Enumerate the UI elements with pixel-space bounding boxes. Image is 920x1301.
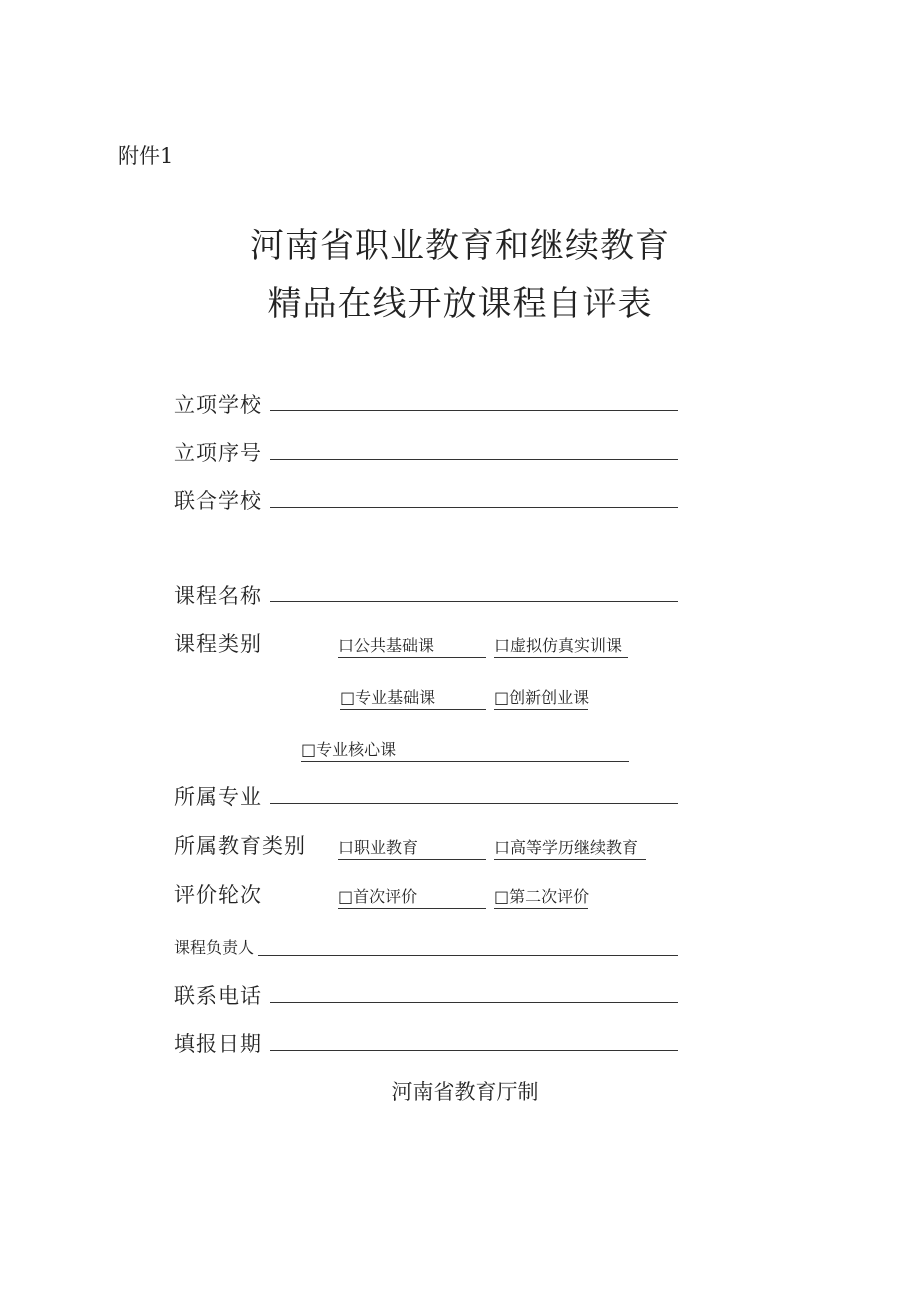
education-category-option-continuing[interactable] [494, 835, 646, 860]
checkbox[interactable]: □ [301, 740, 317, 759]
checkbox[interactable]: 口 [338, 636, 355, 655]
education-category-label: 所属教育类别 [174, 834, 306, 858]
checkbox[interactable]: □ [494, 688, 510, 707]
joint-school-label: 联合学校 [174, 489, 262, 513]
checkbox[interactable]: □ [340, 688, 356, 707]
evaluation-round-option-second[interactable] [494, 884, 588, 909]
course-leader-label: 课程负责人 [174, 938, 255, 957]
serial-label: 立项序号 [174, 441, 262, 465]
option-label: 高等学历继续教育 [510, 838, 639, 857]
course-category-option-major-basic[interactable] [340, 685, 486, 710]
phone-input-line[interactable] [270, 1002, 678, 1003]
course-name-input-line[interactable] [270, 601, 678, 602]
course-category-option-virtual-sim[interactable] [494, 633, 628, 658]
serial-input-line[interactable] [270, 459, 678, 460]
evaluation-round-option-first[interactable] [338, 884, 486, 909]
major-label: 所属专业 [174, 785, 262, 809]
checkbox[interactable]: 口 [494, 636, 511, 655]
checkbox[interactable]: □ [338, 887, 354, 906]
option-label: 首次评价 [353, 887, 418, 906]
option-label: 专业基础课 [355, 688, 436, 707]
option-label: 创新创业课 [509, 688, 590, 707]
evaluation-round-label: 评价轮次 [174, 883, 262, 907]
course-category-option-major-core[interactable] [301, 737, 629, 762]
checkbox[interactable]: 口 [494, 838, 511, 857]
option-label: 虚拟仿真实训课 [510, 636, 623, 655]
issuer-footer: 河南省教育厅制 [391, 1080, 539, 1104]
checkbox[interactable]: □ [494, 887, 510, 906]
course-category-option-public-basic[interactable] [338, 633, 486, 658]
course-category-option-innovation[interactable] [494, 685, 588, 710]
course-category-label: 课程类别 [174, 632, 262, 656]
fill-date-input-line[interactable] [270, 1050, 678, 1051]
major-input-line[interactable] [270, 803, 678, 804]
option-label: 职业教育 [354, 838, 419, 857]
course-name-label: 课程名称 [174, 584, 262, 608]
option-label: 专业核心课 [316, 740, 397, 759]
fill-date-label: 填报日期 [174, 1032, 262, 1056]
course-leader-input-line[interactable] [258, 955, 678, 956]
checkbox[interactable]: 口 [338, 838, 355, 857]
option-label: 公共基础课 [354, 636, 435, 655]
school-label: 立项学校 [174, 393, 262, 417]
joint-school-input-line[interactable] [270, 507, 678, 508]
option-label: 第二次评价 [509, 887, 590, 906]
form-title-line2: 精品在线开放课程自评表 [267, 284, 653, 324]
phone-label: 联系电话 [174, 984, 262, 1008]
education-category-option-vocational[interactable] [338, 835, 486, 860]
attachment-label: 附件1 [118, 144, 174, 168]
form-title-line1: 河南省职业教育和继续教育 [250, 226, 670, 266]
school-input-line[interactable] [270, 410, 678, 411]
